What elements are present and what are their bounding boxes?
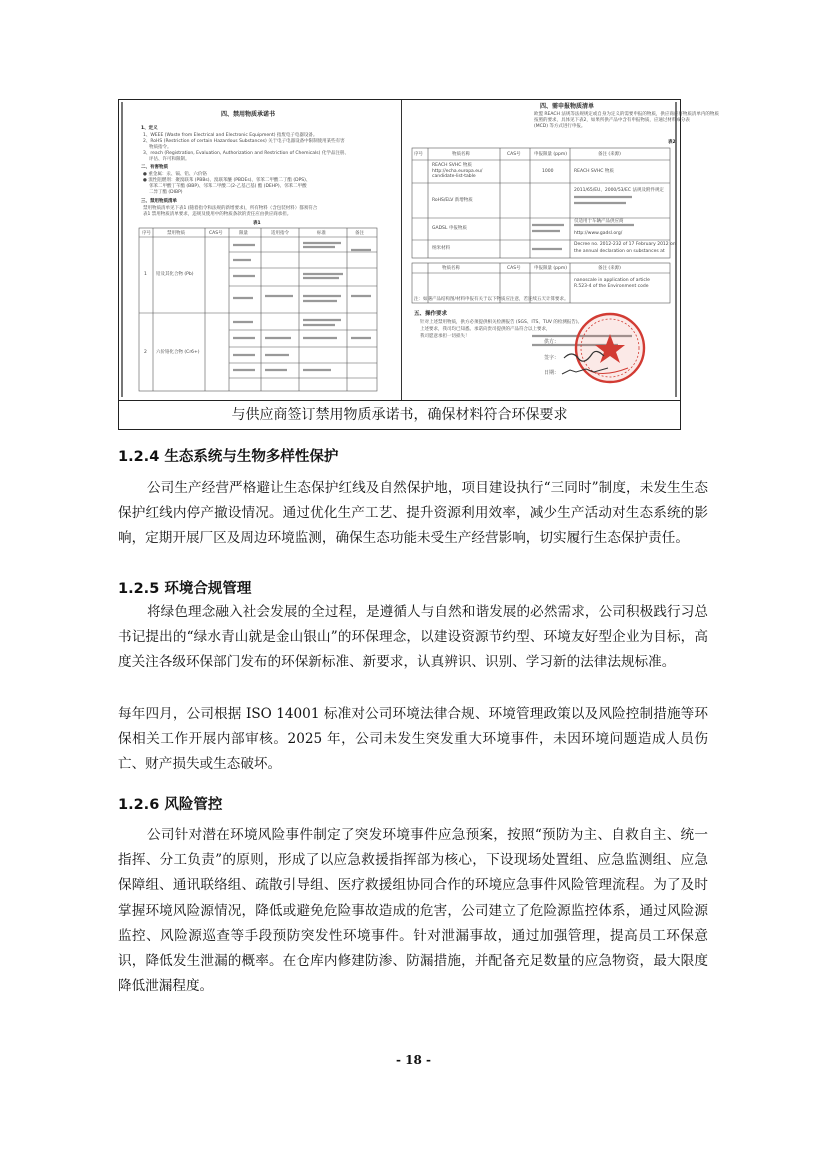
right-row1-url2: candidate-list-table <box>432 174 476 179</box>
left-sub1: ● 重金属：汞、镉、铅、六价铬 <box>143 172 207 177</box>
para-ecosystem: 公司生产经营严格避让生态保护红线及自然保护地，项目建设执行“三同时”制度，未发生生态保护红线内停产撤设情况。通过优化生产工艺、提升资源利用效率，减少生产活动对生态系统的影响，定期开展厂区及周边环境监测，确保生态功能未受生产经营影响，切实履行生态保护责任。 <box>118 480 708 547</box>
left-def3b: 评估、许可和限制。 <box>149 157 190 162</box>
right-th-name: 物质名称 <box>452 152 470 157</box>
right-th-remark: 备注 (来源) <box>598 152 621 157</box>
right-row4-note2: the annual declaration on substances at <box>574 249 665 254</box>
right-t2-th-remark: 备注 (来源) <box>598 266 621 271</box>
right-t2-th-cas: CAS号 <box>507 266 521 271</box>
para-risk-control: 公司针对潜在环境风险事件制定了突发环境事件应急预案，按照“预防为主、自救自主、统一指挥、分工负责”的原则，形成了以应急救援指挥部为核心，下设现场处置组、应急监测组、应急保障组、通讯联络组、疏散引导组、医疗救援组协同合作的环境应急事件风险管理流程。为了及时掌握环境风险源情况，降低或避免危险事故造成的危害，公司建立了危险源监控体系，通过风险源监控、风险源巡查等手段预防突发性环境事件。针对泄漏事故，通过加强管理，提高员工环保意识，降低发生泄漏的概率。在仓库内修建防渗、防漏措施，并配备充足数量的应急物资，最大限度降低泄漏程度。 <box>118 827 708 995</box>
right-row1-note: REACH SVHC 物质 <box>574 169 614 174</box>
left-th-no: 序号 <box>142 231 151 236</box>
left-def2b: 物质指令。 <box>149 145 172 150</box>
right-row4-name: 纳米材料 <box>432 246 450 251</box>
right-row2-name: RoHS/ELV 新增物质 <box>432 198 473 203</box>
right-sign-signature: 签字： <box>544 355 560 361</box>
right-footnote: 注：如遇产品结构图/材料申报有关于以下物质应注意，若连续五天计算要求。 <box>414 297 569 302</box>
left-row2-no: 2 <box>144 350 147 355</box>
right-th-cas: CAS号 <box>507 152 521 157</box>
left-th-remark: 备注 <box>355 231 364 236</box>
right-sign-date: 日期： <box>544 370 560 376</box>
left-th-cas: CAS号 <box>209 231 223 236</box>
right-t2-note2: R.523-4 of the Environment code <box>574 284 649 289</box>
company-seal-stamp <box>402 100 680 400</box>
right-row1-url: http://echa.europa.eu/ <box>432 169 483 174</box>
para-compliance-2: 每年四月，公司根据 ISO 14001 标准对公司环境法律合规、环境管理政策以及风险控制措施等环保相关工作开展内部审核。2025 年，公司未发生突发重大环境事件，未因环境问题造成人员伤亡、财产损失或生态破坏。 <box>118 706 708 773</box>
right-p2: 按照的要求，具体见下表2，如果所供产品中含有申报物质，应通过材料成分表 <box>534 118 690 123</box>
page-number: - 18 - <box>395 1053 431 1067</box>
heading-ecosystem: 1.2.4 生态系统与生物多样性保护 <box>118 449 339 465</box>
left-sub3: 邻苯二甲酸丁苄酯 (BBP)、邻苯二甲酸二(2-乙基己基) 酯 (DEHP)、邻苯二甲酸 <box>149 184 307 189</box>
figure-scanned-commitment <box>118 99 719 430</box>
left-row1-no: 1 <box>144 272 147 277</box>
right-row2-note: 2011/65/EU、2000/53/EC 法规及附件规定 <box>574 188 664 193</box>
left-sub4: 二异丁酯 (DIBP) <box>149 190 183 195</box>
left-title: 四、禁用物质承诺书 <box>221 111 276 118</box>
right-th-limit: 申报限量 (ppm) <box>534 152 568 157</box>
left-def3: 3、reach (Registration, Evaluation, Authorization and Restriction of Chemicals) 化学品注册、 <box>143 151 349 156</box>
right-title: 四、需申报物质清单 <box>540 103 595 110</box>
right-th-no: 序号 <box>414 152 423 157</box>
figure-caption: 与供应商签订禁用物质承诺书，确保材料符合环保要求 <box>119 400 680 430</box>
para-compliance-1: 将绿色理念融入社会发展的全过程，是遵循人与自然和谐发展的必然需求，公司积极践行习总书记提出的“绿水青山就是金山银山”的环保理念，以建设资源节约型、环境友好型企业为目标，高度关注各级环保部门发布的环保新标准、新要求，认真辨识、识别、学习新的法律法规标准。 <box>118 604 708 671</box>
left-intro2: 表1 禁用物质清单要求，违规及使用中的物质条款的责任应由供应商承担。 <box>143 212 292 217</box>
right-row1-name: REACH SVHC 物质 <box>432 163 472 168</box>
right-op1: 针对上述禁用物质，供方必须提供相关检测报告 (SGS、ITS、TUV 的检测报告)。 <box>420 320 583 325</box>
left-sec1: 1、定义 <box>141 126 158 131</box>
right-table-title: 表2 <box>668 140 676 145</box>
left-th-limit: 限量 <box>239 231 248 236</box>
right-row3-name: GADSL 申报物质 <box>432 226 467 231</box>
left-row2-substance: 六价铬化合物 (Cr6+) <box>156 350 200 355</box>
left-th-standard: 标准 <box>317 231 326 236</box>
left-th-directive: 适用指令 <box>271 231 289 236</box>
right-t2-th-name: 物质名称 <box>442 266 460 271</box>
left-table-grid <box>119 100 402 400</box>
heading-compliance: 1.2.5 环境合规管理 <box>118 581 252 597</box>
right-sign-supplier: 供方： <box>544 339 560 345</box>
left-table-title: 表1 <box>253 221 261 226</box>
left-def2: 2、RoHS (Restriction of certain Hazardous Substances) 关于电子电器设备中限制使用某些有害 <box>143 139 345 144</box>
figure-images <box>119 100 719 400</box>
right-op3: 我司愿意承担一切损失！ <box>420 334 470 339</box>
left-sub2: ● 溴性阻燃剂：聚溴联苯 (PBBs)、溴联苯醚 (PBDEs)、邻苯二甲酸二丁酯 (DPS)、 <box>143 178 311 183</box>
left-sec2: 二、有害物质 <box>141 165 168 170</box>
right-op2: 上述要求，我司均已知悉。承诺向贵司提供的产品符合以上要求， <box>420 327 551 332</box>
right-row3-url: http://www.gadsl.org/ <box>574 231 623 236</box>
right-t2-note1: nanoscale in application of article <box>574 278 650 283</box>
left-sec3: 三、禁用物质清单 <box>141 199 177 204</box>
heading-risk-control: 1.2.6 风险管控 <box>118 797 223 813</box>
right-p1: 欧盟 REACH 法规等法规规定或自身为定义的需要申报的物质，供应商应将物质清单内的物质 <box>534 112 719 117</box>
right-row4-note: Decree no. 2012-232 of 17 February 2012 on <box>574 242 676 247</box>
left-row1-substance: 铅及其化合物 (Pb) <box>156 272 194 277</box>
scan-right-page <box>402 100 719 400</box>
right-sec5: 五、操作要求 <box>414 311 448 317</box>
right-t2-th-limit: 申报限量 (ppm) <box>534 266 568 271</box>
right-row1-limit: 1000 <box>542 169 554 174</box>
scan-left-page <box>119 100 402 400</box>
right-row3-note: 仅适用于车辆产品供应商 <box>574 219 624 224</box>
right-p3: (MCD) 等方式进行申报。 <box>534 124 586 129</box>
left-th-substance: 禁用物质 <box>167 231 185 236</box>
left-def1: 1、WEEE (Waste from Electrical and Electronic Equipment) 指废电子电器设备。 <box>143 133 318 138</box>
left-intro: 禁用物质清单见下表1 (随着指令和法规的新增要求)，所有物料（含包装材料）都须符合 <box>143 206 318 211</box>
